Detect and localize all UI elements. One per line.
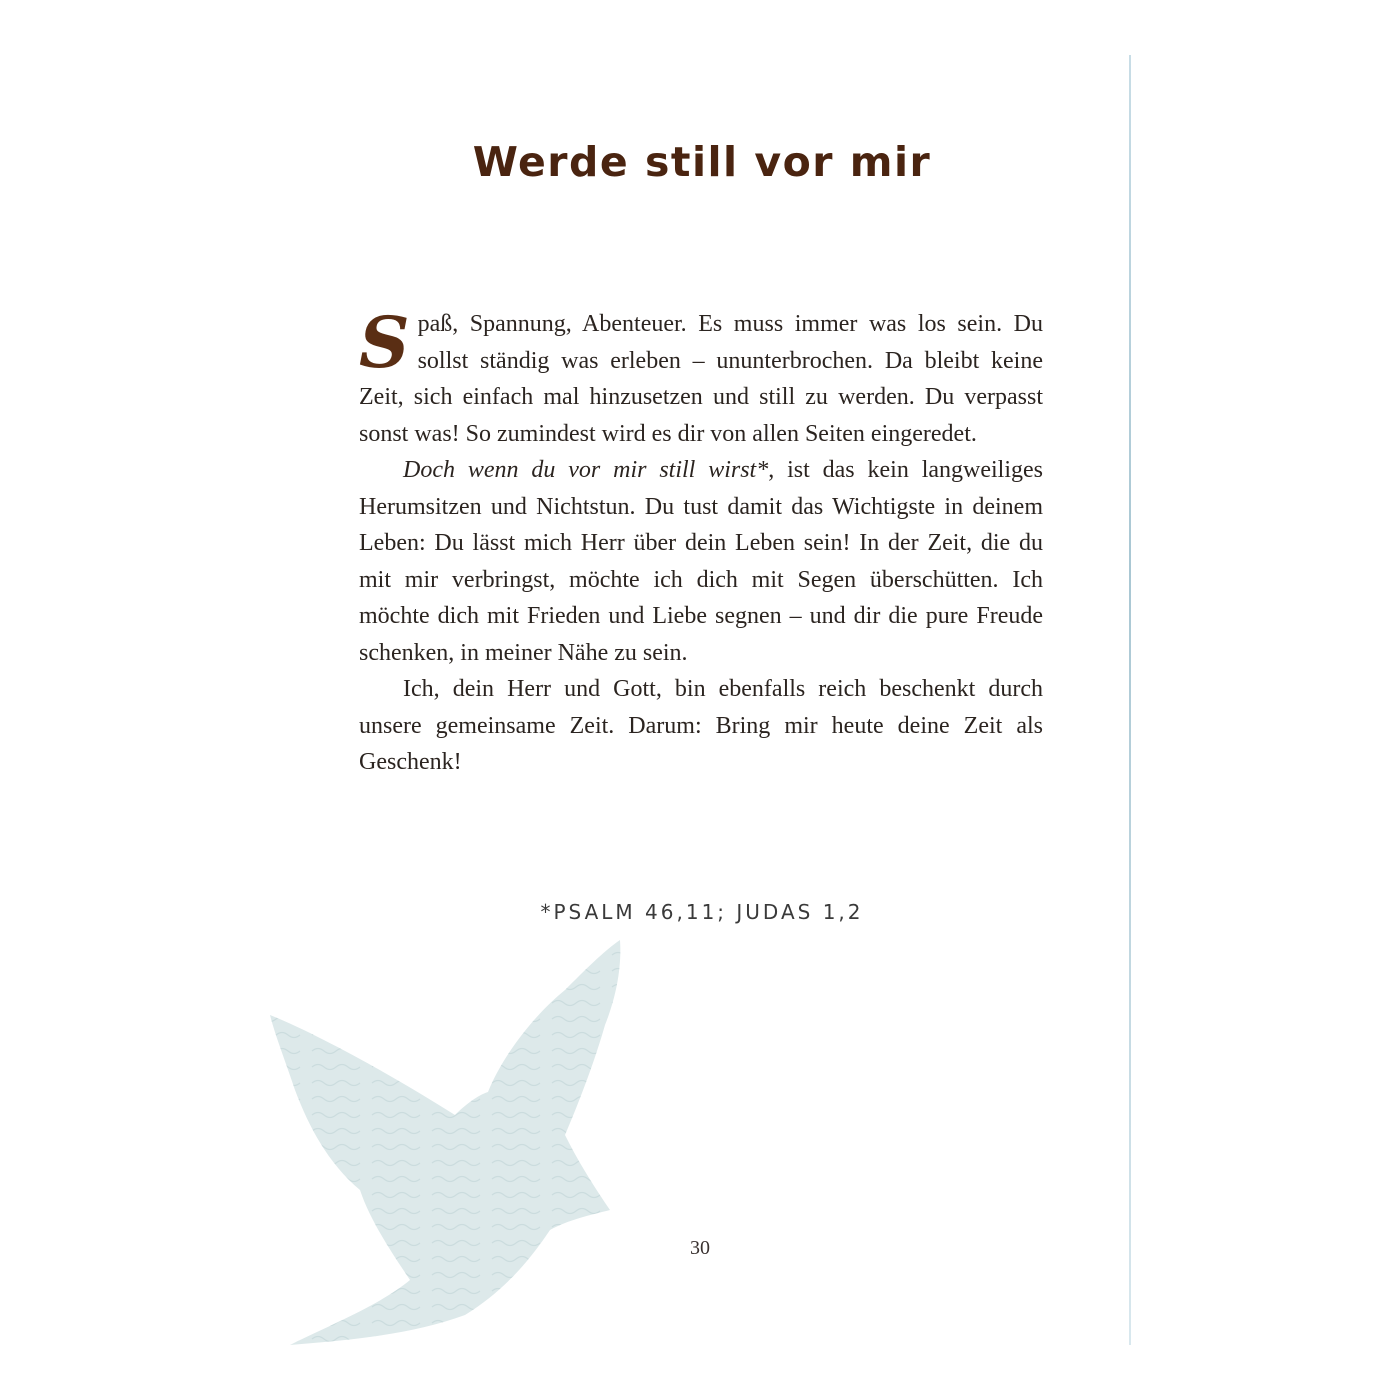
scripture-reference: *PSALM 46,11; JUDAS 1,2	[540, 900, 864, 924]
paragraph-1	[359, 301, 1043, 452]
dove-illustration	[250, 930, 670, 1360]
paragraph-3: Ich, dein Herr und Gott, bin ebenfalls reich beschenkt durch unsere gemeinsame Zeit. Darum: Bring mir heute deine Zeit als Geschenk!	[359, 676, 1043, 775]
paragraph-2	[359, 452, 1043, 671]
paragraph-1-text: paß, Spannung, Abenteuer. Es muss immer was los sein. Du sollst ständig was erleben – ununterbrochen. Da bleibt keine Zeit, sich einfach mal hinzusetzen und still zu werden. Du verpasst sonst was! So zumindest wird es dir von allen Seiten eingeredet.	[359, 311, 1043, 447]
paragraph-2-italic: Doch wenn du vor mir still wirst*	[403, 457, 769, 483]
page-number: 30	[690, 1237, 710, 1259]
body-text	[359, 301, 1043, 781]
page-title: Werde still vor mir	[472, 138, 932, 186]
paragraph-2-text: , ist das kein langweiliges Herumsitzen und Nichtstun. Du tust damit das Wichtigste in deinem Leben: Du lässt mich Herr über dein Leben sein! In der Zeit, die du mit mir verbringst, möchte ich dich mit Segen überschütten. Ich möchte dich mit Frieden und Liebe segnen – und dir die pure Freude schenken, in meiner Nähe zu sein.	[359, 457, 1043, 666]
drop-cap: S	[359, 301, 410, 384]
page-edge-line	[1129, 55, 1131, 1345]
